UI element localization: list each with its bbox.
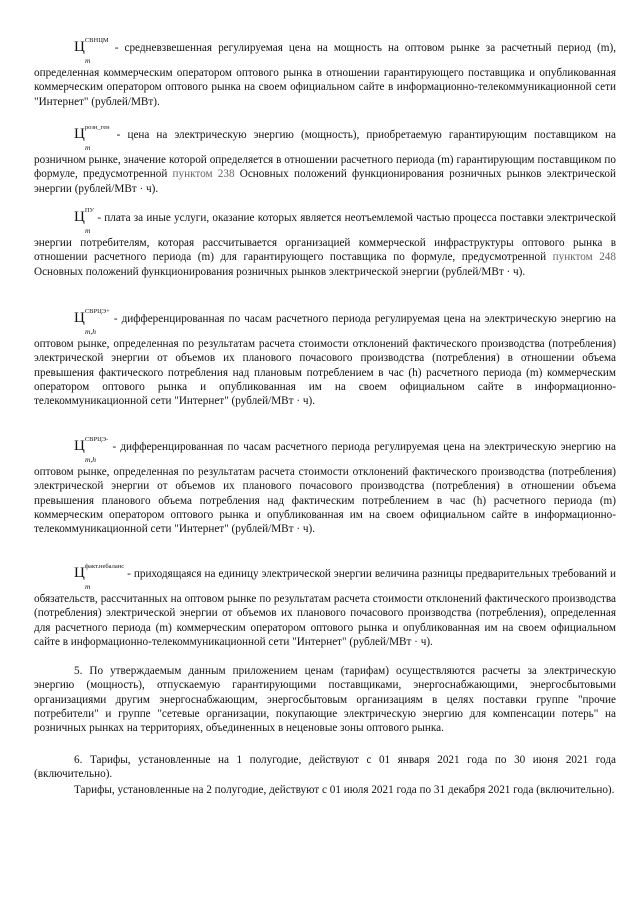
definition-text-tail: Основных положений функционирования розничных рынков электрической энергии (рублей/МВт · ч). [34,265,526,278]
definition-pu [34,207,617,279]
definition-fakt-nebalans [34,563,616,649]
formula-symbol: $Ц^{СВНЦМ}$ m [74,37,109,65]
definition-text-tail: Основных положений функционирования розничных рынков электрической энергии (рублей/МВт · ч). [34,168,617,195]
paragraph-6: 6. Тарифы, установленные на 1 полугодие, действуют с 01 января 2021 года по 30 июня 2021 года (включительно). [34,754,616,781]
definition-svrce-minus [34,436,616,536]
formula-symbol: $Ц^{СВРЦЭ+}$ m,h [74,308,110,336]
paragraph-5: 5. По утверждаемым данным приложением ценам (тарифам) осуществляются расчеты за электрическую энергию (мощность), отпускаемую гарантирующими поставщиками, энергоснабжающими, энергосбытовыми организациями другим энергоснабжающим, энергосбытовым организациям в целях поставки группе "прочие потребители" и группе "сетевые организации, покупающие электрическую энергию для компенсации потерь" на розничных рынках на территориях, объединенных в неценовые зоны оптового рынка. [34,665,616,735]
definition-text: - приходящаяся на единицу электрической энергии величина разницы предварительных требований и обязательств, рассчитанных на оптовом рынке по результатам расчета стоимости отклонений фактического производства (потребления) электрической энергии от объемов их планового почасового производства (потребления), определенная для расчетного периода (m) коммерческим оператором оптового рынка и опубликованная им на своем официальном сайте в информационно-телекоммуникационной сети "Интернет" (рублей/МВт · ч). [34,568,616,648]
formula-symbol: $Ц^{ПУ}$ m [74,207,95,235]
definition-svncm [34,37,616,109]
paragraph-6-second-half: Тарифы, установленные на 2 полугодие, действуют с 01 июля 2021 года по 31 декабря 2021 года (включительно). [74,784,615,796]
formula-symbol: $Ц^{СВРЦЭ-}$ m,h [74,436,109,464]
definition-text: - средневзвешенная регулируемая цена на мощность на оптовом рынке за расчетный период (m), определенная коммерческим оператором оптового рынка в отношении гарантирующего поставщика и опубликованная коммерческим оператором оптового рынка на своем официальном сайте в информационно-телекоммуникационной сети "Интернет" (рублей/МВт). [34,42,616,108]
formula-symbol: $Ц^{розн\_ген}$ m [74,124,110,152]
definition-svrce-plus [34,308,616,408]
definition-rozn-gen [34,124,617,196]
definition-text: - цена на электрическую энергию (мощность), приобретаемую гарантирующим поставщиком на розничном рынке, значение которой определяется в отношении расчетного периода (m) гарантирующим поставщиком по формуле, предусмотренной [34,129,617,181]
clause-link[interactable]: пунктом 248 [552,251,616,264]
definition-text: - дифференцированная по часам расчетного периода регулируемая цена на электрическую энергию на оптовом рынке, определенная по результатам расчета стоимости отклонений фактического производства (потребления) электрической энергии от объемов их планового почасового производства (потребления) в отношении объема превышения фактического потребления над плановым потреблением в час (h) расчетного периода (m) коммерческим оператором оптового рынка и опубликованная им на своем официальном сайте в информационно-телекоммуникационной сети "Интернет" (рублей/МВт · ч). [34,313,616,408]
definition-text: - дифференцированная по часам расчетного периода регулируемая цена на электрическую энергию на оптовом рынке, определенная по результатам расчета стоимости отклонений фактического производства (потребления) электрической энергии от объемов их планового почасового производства (потребления) в отношении объема превышения планового объема потребления над фактическим потреблением в час (h) расчетного периода (m) коммерческим оператором оптового рынка и опубликованная им на своем официальном сайте в информационно-телекоммуникационной сети "Интернет" (рублей/МВт · ч). [34,441,616,536]
clause-link[interactable]: пунктом 238 [172,168,235,181]
formula-symbol: $Ц^{факт.небаланс}$ m [74,563,125,591]
definition-text: - плата за иные услуги, оказание которых является неотъемлемой частью процесса поставки электрической энергии потребителям, которая рассчитывается организацией коммерческой инфраструктуры оптового рынка в отношении расчетного периода (m) для гарантирующего поставщика по формуле, предусмотренной [34,212,617,264]
